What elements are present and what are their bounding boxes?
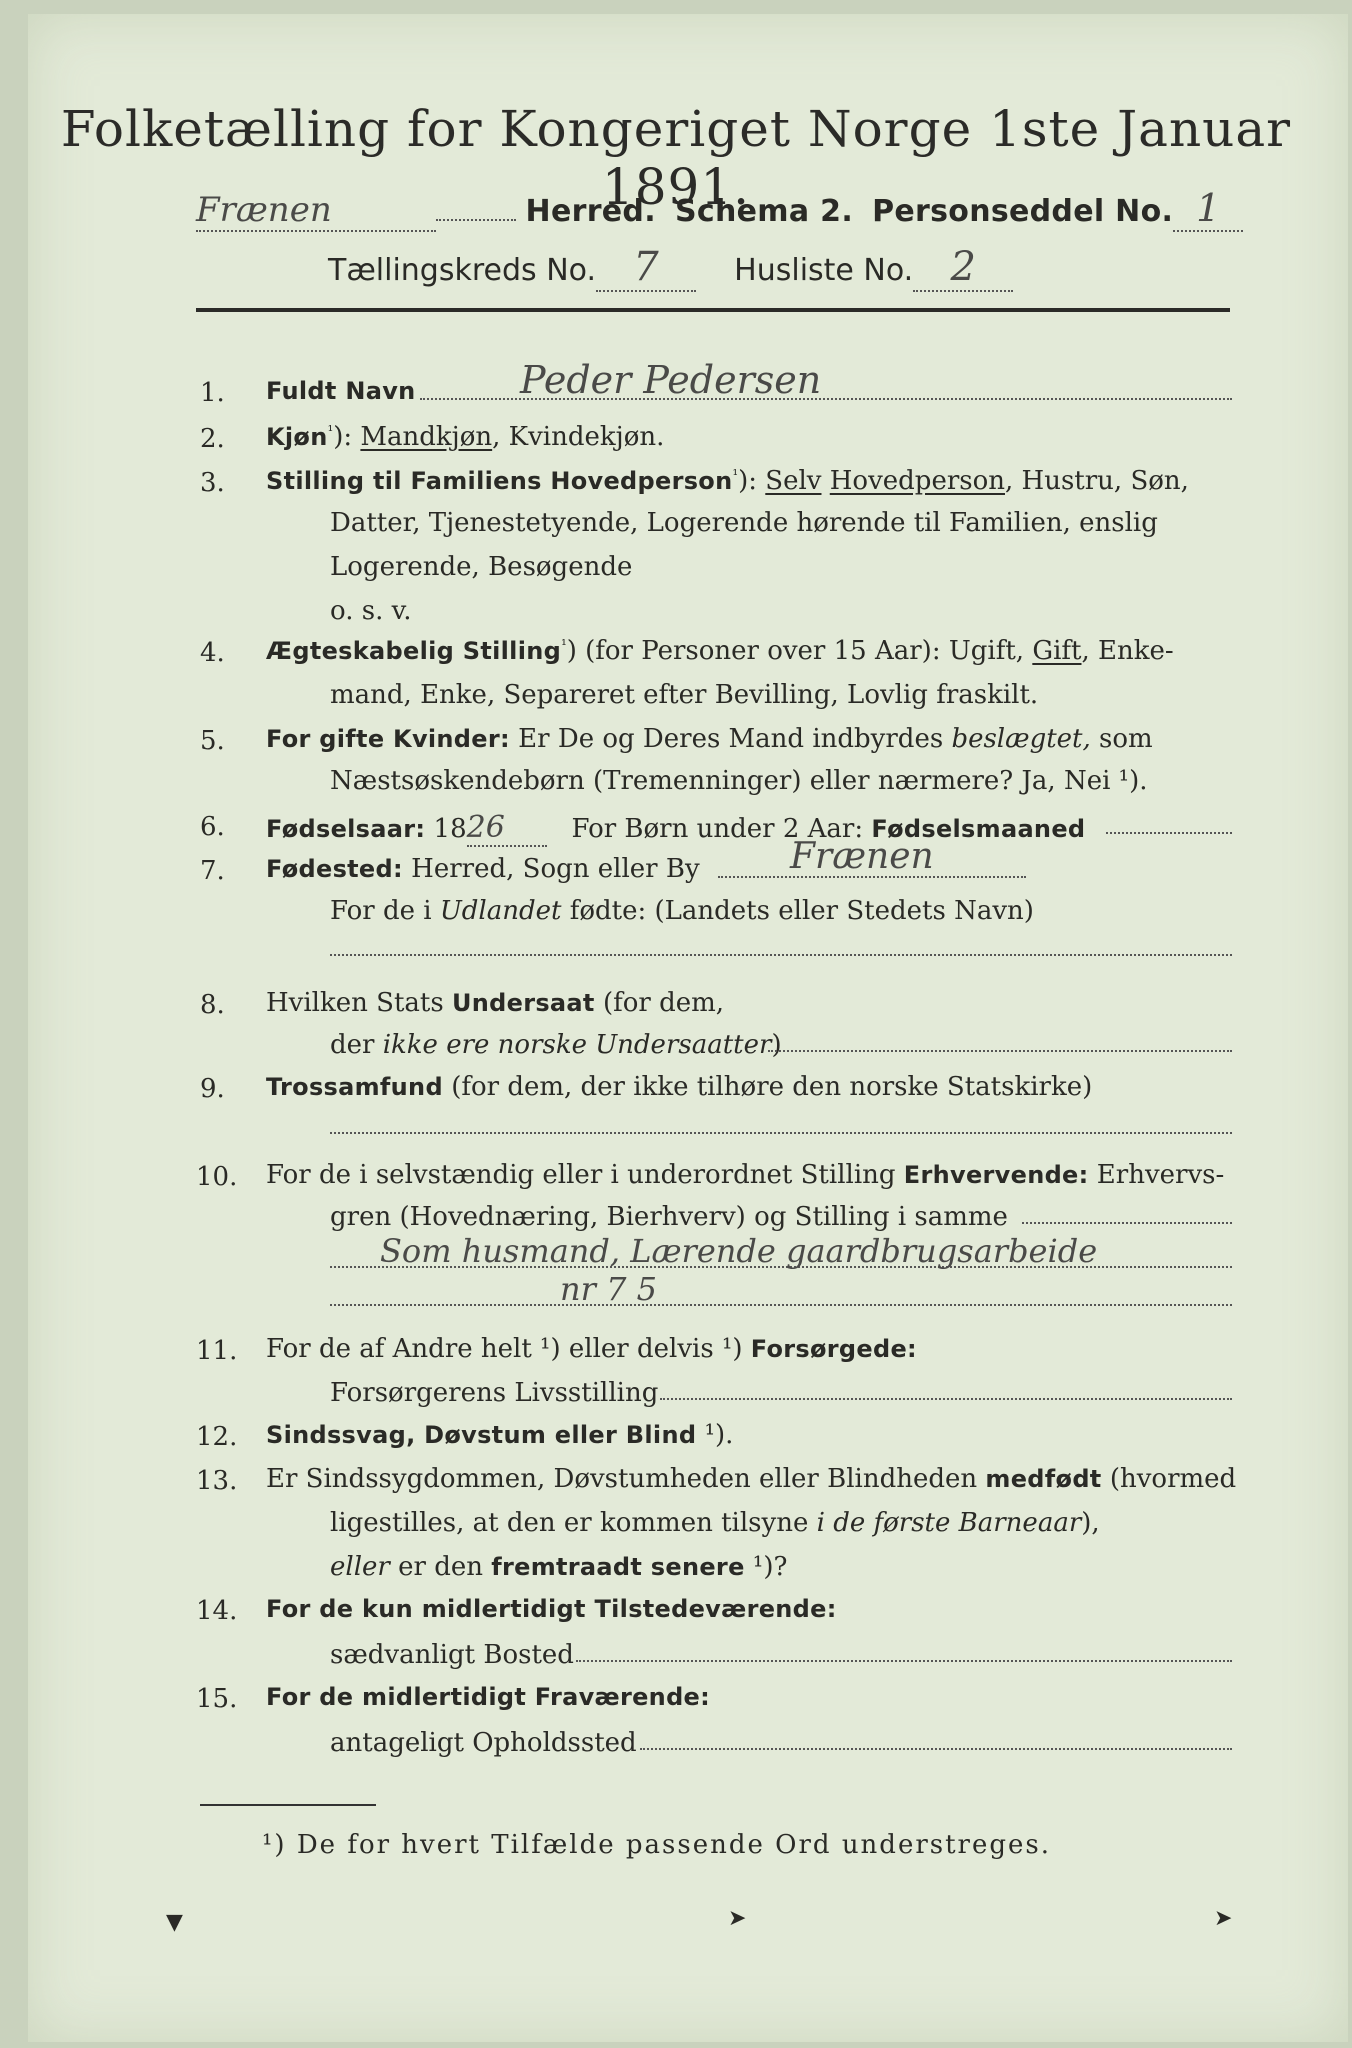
q3-sup: ¹ — [732, 467, 739, 484]
q13-line2-b: ), — [1081, 1508, 1100, 1538]
q12-text: ¹). — [696, 1420, 734, 1450]
q8-number: 8. — [200, 990, 225, 1020]
q13-line3-a: er den — [389, 1552, 492, 1582]
q13-line3 — [330, 1552, 787, 1582]
q14-line2: sædvanligt Bosted — [330, 1640, 574, 1670]
q3-text-b: , Hustru, Søn, — [1005, 466, 1189, 496]
q5-italic: beslægtet, — [951, 724, 1091, 754]
q13-line2 — [330, 1508, 1100, 1538]
q11-row — [266, 1334, 917, 1364]
q7-value: Frænen — [790, 836, 934, 877]
q8-line2 — [330, 1030, 782, 1060]
q13-label: medfødt — [985, 1465, 1102, 1493]
q13-line3-italic: eller — [330, 1552, 390, 1582]
q5-line2: Næstsøskendebørn (Tremenninger) eller nærmere? Ja, Nei ¹). — [330, 766, 1148, 796]
q6-answer-line — [1106, 832, 1232, 834]
taellingskreds-label: Tællingskreds No. — [328, 253, 596, 288]
page-title: Folketælling for Kongeriget Norge 1ste Januar 1891. — [60, 100, 1292, 216]
footnote: ¹) De for hvert Tilfælde passende Ord understreges. — [262, 1830, 1052, 1860]
q10-line2-dots — [1022, 1222, 1232, 1224]
q7-line2 — [330, 896, 1034, 926]
q13-line2-a: ligestilles, at den er kommen tilsyne — [330, 1508, 817, 1538]
q7-text: Herred, Sogn eller By — [402, 854, 700, 884]
footnote-rule — [200, 1804, 376, 1806]
q6-prefix: 18 — [425, 814, 467, 844]
q6-label2: Fødselsmaaned — [871, 815, 1086, 843]
q13-line2-italic: i de første Barneaar — [816, 1508, 1082, 1538]
q8-line2-italic: ikke ere norske Undersaatter — [382, 1030, 772, 1060]
q10-value2: nr 7 5 — [560, 1270, 657, 1308]
q15-number: 15. — [196, 1684, 238, 1714]
q12-row — [266, 1420, 733, 1450]
q10-text-b: Erhvervs- — [1088, 1160, 1225, 1190]
herred-label: Herred. — [525, 194, 656, 229]
q8-answer-line — [768, 1050, 1232, 1052]
q4-number: 4. — [200, 638, 225, 668]
q4-row — [266, 636, 1174, 666]
q14-label: For de kun midlertidigt Tilstedeværende: — [266, 1595, 837, 1623]
q11-number: 11. — [196, 1336, 238, 1366]
q3-number: 3. — [200, 468, 225, 498]
q13-row — [266, 1464, 1236, 1494]
taellingskreds-value: 7 — [596, 244, 696, 292]
husliste-value: 2 — [913, 244, 1013, 292]
q2-text-a: ): — [333, 422, 361, 452]
q3-label: Stilling til Familiens Hovedperson — [266, 467, 733, 495]
q10-line2: gren (Hovednæring, Bierhverv) og Stilling i samme — [330, 1202, 1008, 1232]
q5-number: 5. — [200, 726, 225, 756]
q9-answer-line — [330, 1132, 1232, 1134]
q3-line3: Logerende, Besøgende — [330, 552, 633, 582]
q6-value: 26 — [467, 810, 547, 847]
q9-text: (for dem, der ikke tilhøre den norske Statskirke) — [442, 1072, 1093, 1102]
q13-line3-b: ¹)? — [744, 1552, 788, 1582]
q2-text-b: , Kvindekjøn. — [492, 422, 665, 452]
q8-line2-b: ) — [771, 1030, 782, 1060]
q6-row — [266, 810, 1085, 847]
q6-label: Fødselsaar: — [266, 815, 426, 843]
q9-row — [266, 1072, 1092, 1102]
personseddel-value: 1 — [1173, 186, 1243, 232]
q6-number: 6. — [200, 812, 225, 842]
q8-row — [266, 988, 724, 1018]
registration-mark-center: ➤ — [728, 1906, 747, 1931]
q9-number: 9. — [200, 1074, 225, 1104]
q3-option-selv: Selv — [765, 466, 822, 496]
q8-line2-a: der — [330, 1030, 383, 1060]
personseddel-label: Personseddel No. — [872, 194, 1174, 229]
registration-mark-right: ➤ — [1214, 1906, 1233, 1931]
q7-label: Fødested: — [266, 855, 403, 883]
q1-number: 1. — [200, 378, 225, 408]
q15-line2: antageligt Opholdssted — [330, 1728, 637, 1758]
q5-label: For gifte Kvinder: — [266, 725, 510, 753]
herred-line — [196, 186, 1243, 232]
schema-label: Schema 2. — [675, 194, 854, 229]
q10-text-a: For de i selvstændig eller i underordnet Stilling — [266, 1160, 904, 1190]
q4-text-b: , Enke- — [1081, 636, 1174, 666]
q15-answer-line — [640, 1748, 1232, 1750]
q13-line3-label: fremtraadt senere — [491, 1553, 745, 1581]
q2-label: Kjøn — [266, 423, 328, 451]
q5-text-a: Er De og Deres Mand indbyrdes — [509, 724, 952, 754]
q8-text-a: Hvilken Stats — [266, 988, 452, 1018]
q14-answer-line — [576, 1660, 1232, 1662]
q4-option-gift: Gift — [1032, 636, 1082, 666]
q3-line2: Datter, Tjenestetyende, Logerende hørende til Familien, enslig — [330, 508, 1158, 538]
q15-label: For de midlertidigt Fraværende: — [266, 1683, 711, 1711]
q9-label: Trossamfund — [266, 1073, 443, 1101]
q10-value1: Som husmand, Lærende gaardbrugsarbeide — [380, 1232, 1098, 1270]
q8-text-b: (for dem, — [594, 988, 725, 1018]
q6-text: For Børn under 2 Aar: — [571, 814, 872, 844]
herred-value: Frænen — [196, 190, 436, 232]
q4-sup: ¹ — [561, 637, 567, 654]
q14-row — [266, 1594, 837, 1624]
q1-label: Fuldt Navn — [266, 377, 416, 405]
q3-row — [266, 466, 1189, 496]
q2-row — [266, 422, 664, 452]
q7-line2-a: For de i — [330, 896, 440, 926]
q4-line2: mand, Enke, Separeret efter Bevilling, Lovlig fraskilt. — [330, 680, 1039, 710]
taellingskreds-line — [328, 244, 1013, 292]
q12-label: Sindssvag, Døvstum eller Blind — [266, 1421, 697, 1449]
q3-line4: o. s. v. — [330, 596, 412, 626]
q7-line2-italic: Udlandet — [439, 896, 562, 926]
q4-text-a: ) (for Personer over 15 Aar): Ugift, — [566, 636, 1033, 666]
husliste-label: Husliste No. — [734, 253, 914, 288]
registration-mark-left: ▼ — [166, 1910, 183, 1935]
q2-sup: ¹ — [327, 423, 334, 440]
q1-value: Peder Pedersen — [520, 358, 822, 402]
q13-text-b: (hvormed — [1101, 1464, 1237, 1494]
q15-row — [266, 1682, 710, 1712]
q10-number: 10. — [196, 1162, 238, 1192]
q11-answer-line — [660, 1398, 1232, 1400]
q10-label: Erhvervende: — [903, 1161, 1089, 1189]
q13-number: 13. — [196, 1466, 238, 1496]
q7-row — [266, 854, 700, 884]
q2-number: 2. — [200, 424, 225, 454]
q7-line2-b: fødte: (Landets eller Stedets Navn) — [561, 896, 1034, 926]
q14-number: 14. — [196, 1596, 238, 1626]
q11-label: Forsørgede: — [750, 1335, 917, 1363]
q12-number: 12. — [196, 1422, 238, 1452]
q10-row — [266, 1160, 1224, 1190]
q13-text-a: Er Sindssygdommen, Døvstumheden eller Blindheden — [266, 1464, 986, 1494]
q7-number: 7. — [200, 856, 225, 886]
q7-abroad-line — [330, 954, 1232, 956]
q3-text-a: ): — [738, 466, 766, 496]
q5-row — [266, 724, 1153, 754]
q11-line2: Forsørgerens Livsstilling — [330, 1378, 659, 1408]
q8-label: Undersaat — [451, 989, 595, 1017]
header-rule — [196, 308, 1230, 312]
q5-text-b: som — [1090, 724, 1153, 754]
q4-label: Ægteskabelig Stilling — [266, 637, 562, 665]
q11-text-a: For de af Andre helt ¹) eller delvis ¹) — [266, 1334, 751, 1364]
q2-option-mandkjon: Mandkjøn — [360, 422, 493, 452]
q1-row — [266, 376, 416, 406]
form-page — [28, 14, 1348, 2042]
q10-answer-line2 — [330, 1304, 1232, 1306]
q3-option-hovedperson: Hovedperson — [829, 466, 1005, 496]
